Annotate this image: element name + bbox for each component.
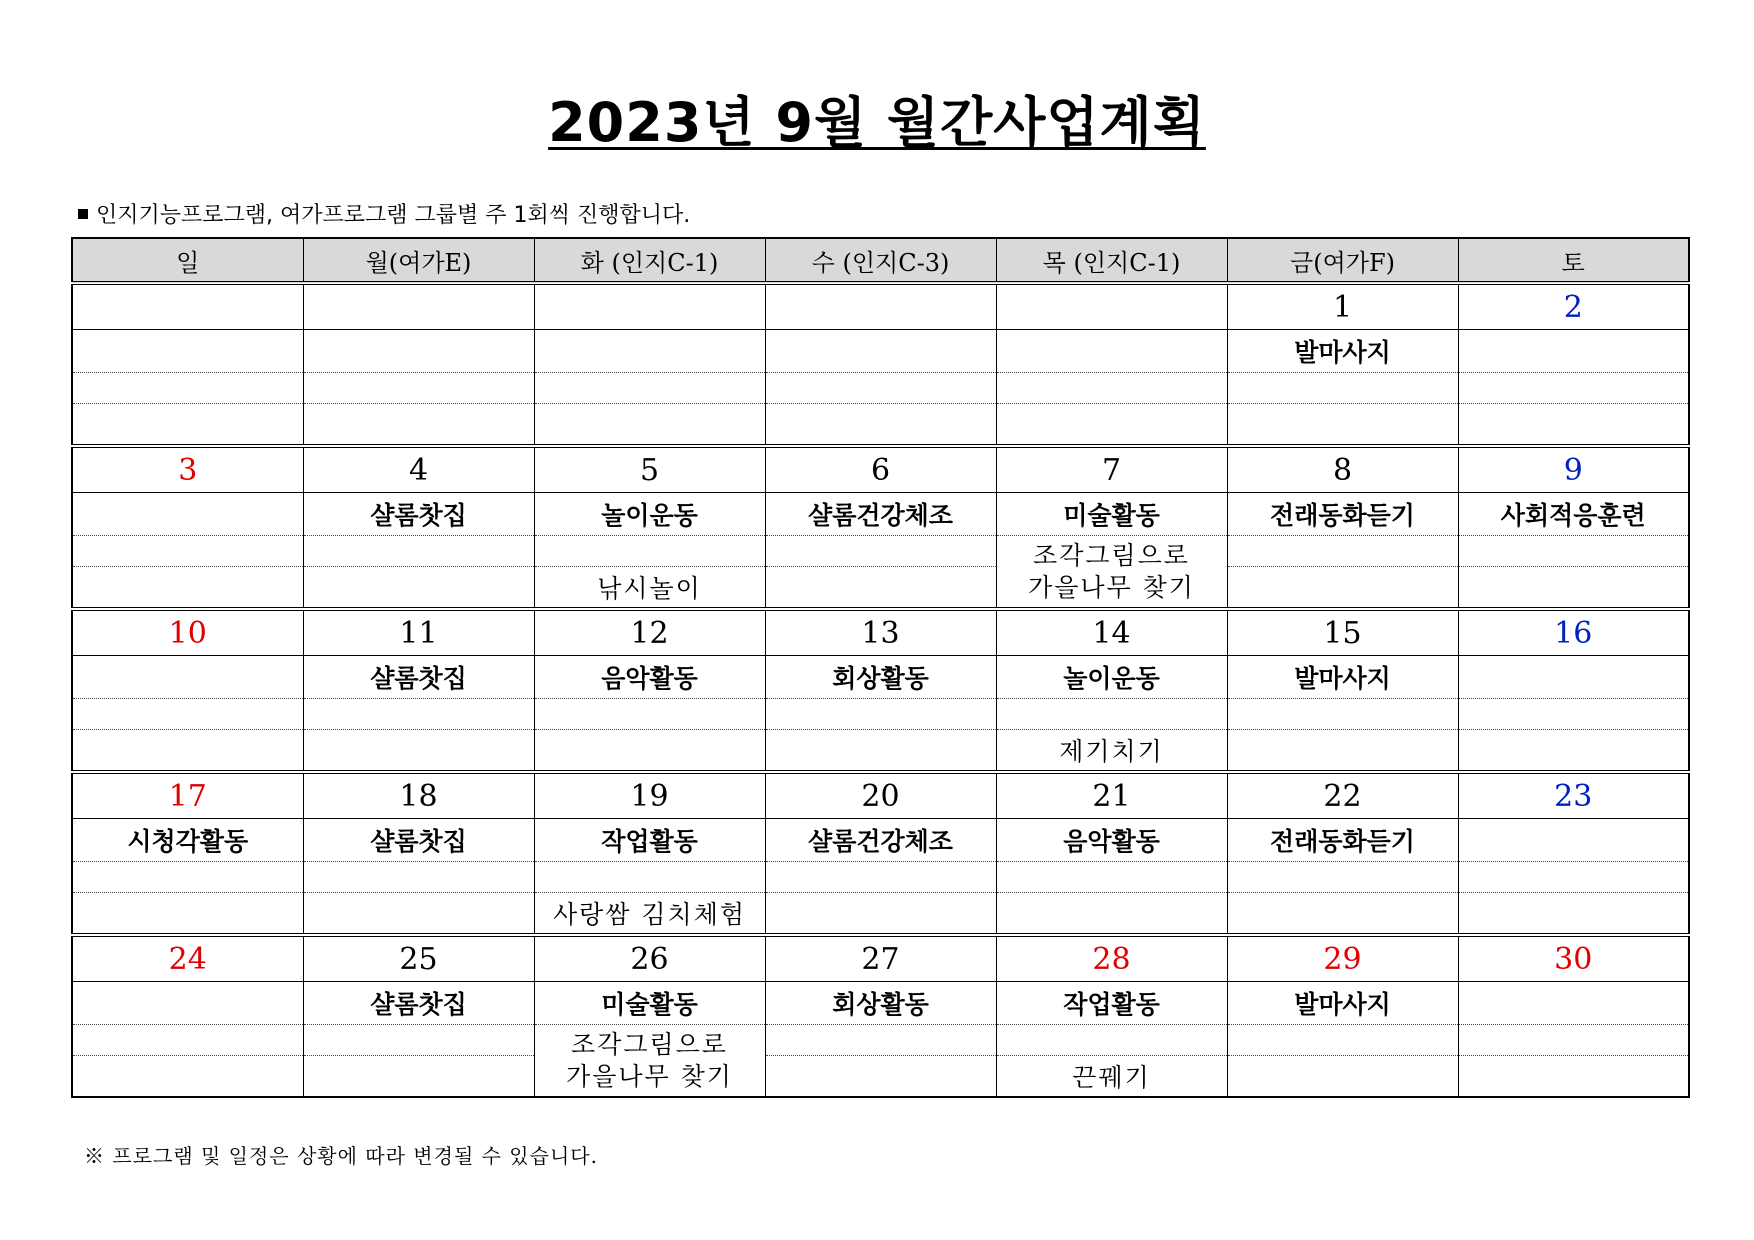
header-mon: 월(여가E) (303, 238, 534, 283)
activity-detail-cell (1227, 404, 1458, 447)
date-number: 9 (1458, 446, 1689, 493)
activity-cell: 발마사지 (1227, 330, 1458, 373)
activity-detail-cell (303, 730, 534, 773)
week-activity-row (72, 656, 1689, 699)
spacer-cell (1227, 862, 1458, 893)
date-number: 6 (765, 446, 996, 493)
date-number (72, 283, 303, 330)
activity-cell: 전래동화듣기 (1227, 493, 1458, 536)
week-spacer-row (72, 536, 1689, 567)
weekday-header-row (72, 238, 1689, 283)
activity-detail-cell (1458, 730, 1689, 773)
week-detail-row (72, 404, 1689, 447)
activity-detail-cell (72, 730, 303, 773)
activity-detail-cell (303, 893, 534, 936)
activity-detail-cell (72, 1056, 303, 1098)
spacer-cell (303, 1025, 534, 1056)
date-number: 16 (1458, 609, 1689, 656)
spacer-cell (996, 862, 1227, 893)
week-date-row (72, 283, 1689, 330)
activity-cell (72, 493, 303, 536)
date-number: 25 (303, 935, 534, 982)
activity-cell: 샬롬찻집 (303, 493, 534, 536)
activity-cell: 미술활동 (534, 982, 765, 1025)
date-number: 23 (1458, 772, 1689, 819)
activity-cell: 샬롬찻집 (303, 819, 534, 862)
activity-detail-cell (765, 404, 996, 447)
header-thu: 목 (인지C-1) (996, 238, 1227, 283)
activity-cell: 음악활동 (996, 819, 1227, 862)
activity-detail-cell (765, 893, 996, 936)
header-sun: 일 (72, 238, 303, 283)
activity-cell (996, 330, 1227, 373)
date-number (303, 283, 534, 330)
date-number: 19 (534, 772, 765, 819)
activity-cell: 회상활동 (765, 656, 996, 699)
activity-detail-cell (765, 1056, 996, 1098)
activity-detail-cell (996, 893, 1227, 936)
activity-detail-line: 가을나무 찾기 (1028, 572, 1195, 602)
activity-cell: 샬롬찻집 (303, 982, 534, 1025)
activity-cell: 놀이운동 (996, 656, 1227, 699)
activity-cell (765, 330, 996, 373)
activity-detail-cell (1227, 567, 1458, 610)
date-number: 3 (72, 446, 303, 493)
week-detail-row (72, 730, 1689, 773)
program-note (78, 198, 690, 229)
header-sat: 토 (1458, 238, 1689, 283)
activity-cell: 샬롬건강체조 (765, 819, 996, 862)
week-spacer-row (72, 1025, 1689, 1056)
week-activity-row (72, 493, 1689, 536)
activity-detail-cell (1458, 404, 1689, 447)
date-number: 1 (1227, 283, 1458, 330)
spacer-cell (765, 1025, 996, 1056)
date-number: 24 (72, 935, 303, 982)
spacer-cell (303, 536, 534, 567)
activity-detail-cell: 끈꿰기 (996, 1056, 1227, 1098)
calendar-body (72, 283, 1689, 1097)
spacer-cell (303, 373, 534, 404)
spacer-cell (996, 699, 1227, 730)
monthly-calendar (71, 237, 1690, 1098)
week-detail-row (72, 893, 1689, 936)
spacer-cell (1227, 699, 1458, 730)
spacer-cell (72, 699, 303, 730)
activity-detail-cell (765, 730, 996, 773)
spacer-cell (72, 862, 303, 893)
date-number: 10 (72, 609, 303, 656)
date-number: 28 (996, 935, 1227, 982)
date-number: 8 (1227, 446, 1458, 493)
date-number (534, 283, 765, 330)
activity-detail-cell (72, 893, 303, 936)
date-number: 17 (72, 772, 303, 819)
week-activity-row (72, 819, 1689, 862)
date-number: 29 (1227, 935, 1458, 982)
week-spacer-row (72, 373, 1689, 404)
activity-detail-line: 가을나무 찾기 (566, 1061, 733, 1091)
activity-detail-cell (996, 404, 1227, 447)
spacer-cell (1458, 699, 1689, 730)
activity-detail-line: 조각그림으로 (571, 1029, 728, 1059)
activity-detail-cell (1227, 893, 1458, 936)
date-number: 20 (765, 772, 996, 819)
activity-cell (1458, 982, 1689, 1025)
activity-detail-cell (534, 1025, 765, 1098)
activity-cell: 미술활동 (996, 493, 1227, 536)
bullet-square-icon (78, 209, 88, 219)
spacer-cell (1227, 373, 1458, 404)
date-number: 13 (765, 609, 996, 656)
date-number: 30 (1458, 935, 1689, 982)
spacer-cell (1458, 862, 1689, 893)
header-wed: 수 (인지C-3) (765, 238, 996, 283)
spacer-cell (765, 699, 996, 730)
spacer-cell (303, 699, 534, 730)
date-number: 4 (303, 446, 534, 493)
spacer-cell (534, 699, 765, 730)
spacer-cell (765, 862, 996, 893)
date-number: 14 (996, 609, 1227, 656)
activity-detail-line: 조각그림으로 (1033, 540, 1190, 570)
date-number: 5 (534, 446, 765, 493)
week-detail-row (72, 1056, 1689, 1098)
activity-detail-cell (1458, 893, 1689, 936)
activity-detail-cell: 사랑쌈 김치체험 (534, 893, 765, 936)
spacer-cell (996, 1025, 1227, 1056)
activity-cell: 사회적응훈련 (1458, 493, 1689, 536)
activity-cell: 작업활동 (996, 982, 1227, 1025)
activity-cell: 놀이운동 (534, 493, 765, 536)
date-number: 18 (303, 772, 534, 819)
week-detail-row (72, 567, 1689, 610)
activity-detail-cell: 제기치기 (996, 730, 1227, 773)
date-number: 7 (996, 446, 1227, 493)
spacer-cell (996, 373, 1227, 404)
activity-cell (1458, 656, 1689, 699)
header-tue: 화 (인지C-1) (534, 238, 765, 283)
activity-detail-cell (534, 404, 765, 447)
week-date-row (72, 609, 1689, 656)
date-number: 27 (765, 935, 996, 982)
activity-cell: 전래동화듣기 (1227, 819, 1458, 862)
week-activity-row (72, 982, 1689, 1025)
week-date-row (72, 772, 1689, 819)
spacer-cell (534, 536, 765, 567)
date-number (765, 283, 996, 330)
spacer-cell (1227, 536, 1458, 567)
activity-detail-cell (303, 1056, 534, 1098)
date-number: 12 (534, 609, 765, 656)
date-number (996, 283, 1227, 330)
activity-detail-cell (1227, 730, 1458, 773)
date-number: 11 (303, 609, 534, 656)
activity-cell: 샬롬찻집 (303, 656, 534, 699)
spacer-cell (534, 862, 765, 893)
activity-cell: 음악활동 (534, 656, 765, 699)
header-fri: 금(여가F) (1227, 238, 1458, 283)
activity-cell: 회상활동 (765, 982, 996, 1025)
spacer-cell (72, 373, 303, 404)
page-title: 2023년 9월 월간사업계획 (548, 91, 1206, 154)
activity-detail-cell (303, 404, 534, 447)
week-date-row (72, 935, 1689, 982)
activity-cell (72, 656, 303, 699)
date-number: 15 (1227, 609, 1458, 656)
activity-detail-cell: 낚시놀이 (534, 567, 765, 610)
week-spacer-row (72, 862, 1689, 893)
activity-cell (303, 330, 534, 373)
date-number: 26 (534, 935, 765, 982)
week-activity-row (72, 330, 1689, 373)
activity-cell (1458, 819, 1689, 862)
activity-cell (1458, 330, 1689, 373)
week-date-row (72, 446, 1689, 493)
activity-detail-cell (534, 730, 765, 773)
activity-cell: 시청각활동 (72, 819, 303, 862)
activity-cell: 샬롬건강체조 (765, 493, 996, 536)
spacer-cell (72, 536, 303, 567)
spacer-cell (303, 862, 534, 893)
activity-detail-cell (1458, 567, 1689, 610)
spacer-cell (765, 373, 996, 404)
activity-detail-cell (72, 404, 303, 447)
spacer-cell (1458, 536, 1689, 567)
activity-detail-cell (1227, 1056, 1458, 1098)
activity-cell (72, 982, 303, 1025)
activity-cell (534, 330, 765, 373)
activity-detail-cell (765, 567, 996, 610)
week-spacer-row (72, 699, 1689, 730)
spacer-cell (1458, 373, 1689, 404)
spacer-cell (1458, 1025, 1689, 1056)
activity-cell: 발마사지 (1227, 982, 1458, 1025)
date-number: 2 (1458, 283, 1689, 330)
spacer-cell (72, 1025, 303, 1056)
activity-cell (72, 330, 303, 373)
activity-cell: 발마사지 (1227, 656, 1458, 699)
footnote: ※ 프로그램 및 일정은 상황에 따라 변경될 수 있습니다. (84, 1144, 598, 1168)
activity-detail-cell (303, 567, 534, 610)
date-number: 21 (996, 772, 1227, 819)
activity-detail-cell (72, 567, 303, 610)
date-number: 22 (1227, 772, 1458, 819)
spacer-cell (765, 536, 996, 567)
activity-cell: 작업활동 (534, 819, 765, 862)
spacer-cell (1227, 1025, 1458, 1056)
activity-detail-cell (996, 536, 1227, 610)
spacer-cell (534, 373, 765, 404)
activity-detail-cell (1458, 1056, 1689, 1098)
program-note-text: 인지기능프로그램, 여가프로그램 그룹별 주 1회씩 진행합니다. (96, 203, 691, 228)
